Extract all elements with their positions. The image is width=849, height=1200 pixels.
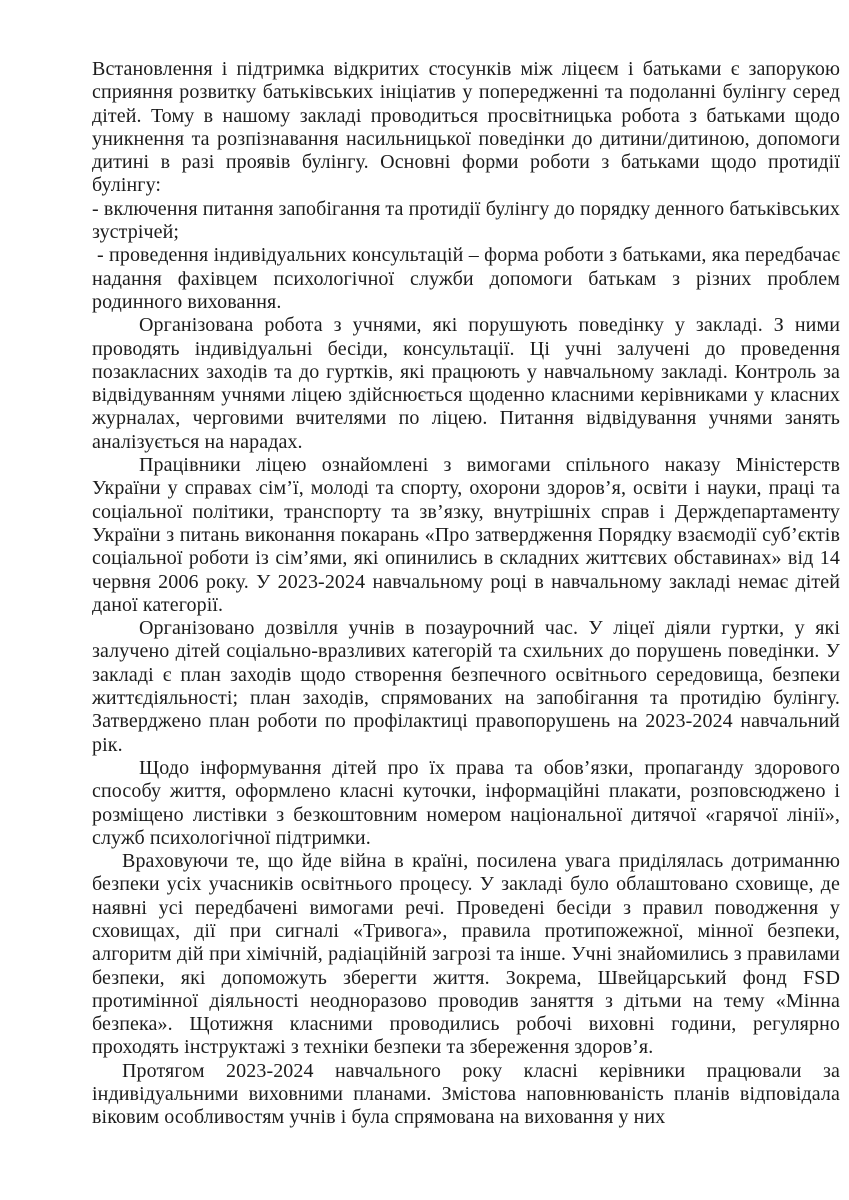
paragraph-list-item-agenda: - включення питання запобігання та протидії булінгу до порядку денного батьківських зустрічей; — [92, 197, 840, 244]
paragraph-war-safety: Враховуючи те, що йде війна в країні, посилена увага приділялась дотриманню безпеки усіх учасників освітнього процесу. У закладі було облаштовано сховище, де наявні усі передбачені вимогами речі. Проведені бесіди з правил поводження у сховищах, дії при сигналі «Тривога», правила протипожежної, мінної безпеки, алгоритм дій при хімічній, радіаційній загрозі та інше. Учні знайомились з правилами безпеки, які допоможуть зберегти життя. Зокрема, Швейцарський фонд FSD протимінної діяльності неодноразово проводив заняття з дітьми на тему «Мінна безпека». Щотижня класними проводились робочі виховні години, регулярно проходять інструктажі з техніки безпеки та збереження здоров’я. — [92, 850, 840, 1059]
paragraph-list-item-consultations: - проведення індивідуальних консультацій – форма роботи з батьками, яка передбачає надання фахівцем психологічної служби допомоги батькам з різних проблем родинного виховання. — [92, 244, 840, 313]
paragraph-work-with-students: Організована робота з учнями, які порушують поведінку у закладі. З ними проводять індивідуальні бесіди, консультації. Ці учні залучені до проведення позакласних заходів та до гуртків, які працюють у навчальному закладі. Контроль за відвідуванням учнями ліцею здійснюється щоденно класними керівниками у класних журналах, черговими вчителями по ліцею. Питання відвідування учнями занять аналізується на нарадах. — [92, 314, 840, 453]
paragraph-parents-relations: Встановлення і підтримка відкритих стосунків між ліцеєм і батьками є запорукою сприяння розвитку батьківських ініціатив у попередженні та подоланні булінгу серед дітей. Тому в нашому закладі проводиться просвітницька робота з батьками щодо уникнення та розпізнавання насильницької поведінки до дитини/дитиною, допомоги дитині в разі проявів булінгу. Основні форми роботи з батьками щодо протидії булінгу: — [92, 58, 840, 197]
paragraph-leisure-plans: Організовано дозвілля учнів в позаурочний час. У ліцеї діяли гуртки, у які залучено дітей соціально-вразливих категорій та схильних до порушень поведінки. У закладі є план заходів щодо створення безпечного освітнього середовища, безпеки життєдіяльності; план заходів, спрямованих на запобігання та протидію булінгу. Затверджено план роботи по профілактиці правопорушень на 2023-2024 навчальний рік. — [92, 617, 840, 756]
paragraph-children-rights-info: Щодо інформування дітей про їх права та обов’язки, пропаганду здорового способу життя, оформлено класні куточки, інформаційні плакати, розповсюджено і розміщено листівки з безкоштовним номером національної дитячої «гарячої лінії», служб психологічної підтримки. — [92, 756, 840, 849]
document-text — [92, 58, 840, 1130]
paragraph-ministry-order: Працівники ліцею ознайомлені з вимогами спільного наказу Міністерств України у справах сім’ї, молоді та спорту, охорони здоров’я, освіти і науки, праці та соціальної політики, транспорту та зв’язку, внутрішніх справ і Держдепартаменту України з питань виконання покарань «Про затвердження Порядку взаємодії суб’єктів соціальної роботи із сім’ями, які опинились в складних життєвих обставинах» від 14 червня 2006 року. У 2023-2024 навчальному році в навчальному закладі немає дітей даної категорії. — [92, 454, 840, 616]
paragraph-class-teachers-plans: Протягом 2023-2024 навчального року класні керівники працювали за індивідуальними виховними планами. Змістова наповнюваність планів відповідала віковим особливостям учнів і була спрямована на виховання у них — [92, 1059, 840, 1129]
